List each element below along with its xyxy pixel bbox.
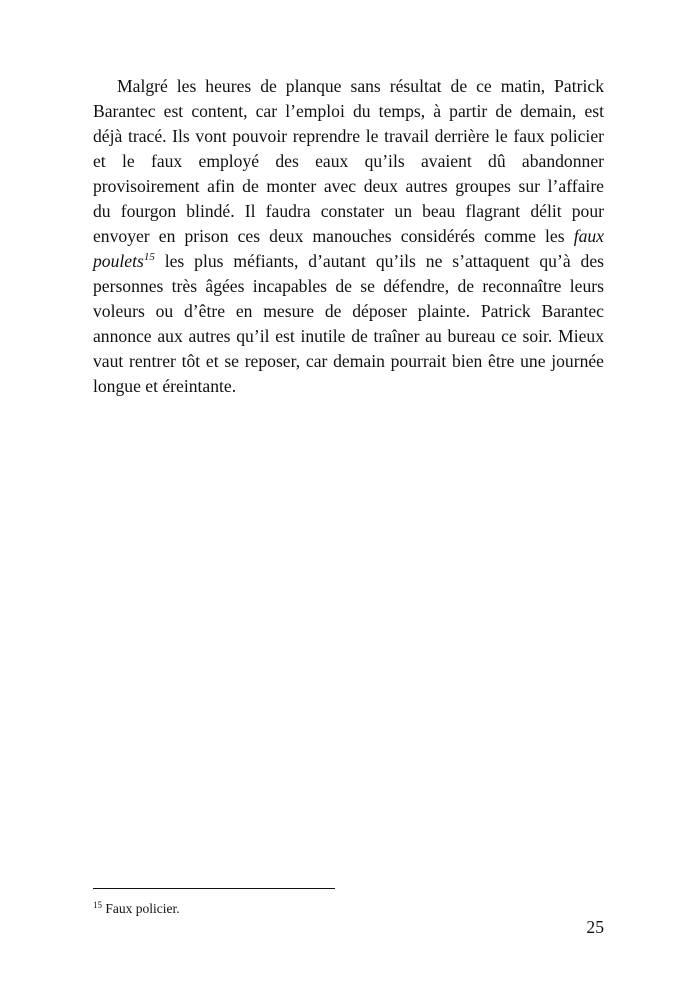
footnote [93,901,180,917]
italic-term: poulets [93,251,144,271]
text-segment: envoyer en prison ces deux manouches considérés comme les [93,226,565,246]
text-line: déjà tracé. Ils vont pouvoir reprendre le travail derrière le faux policier [93,126,604,146]
text-segment: les plus méfiants, d’autant qu’ils ne s’attaquent qu’à des [164,251,604,271]
text-line: personnes très âgées incapables de se défendre, de reconnaître leurs [93,276,604,296]
text-line: Malgré les heures de planque sans résultat de ce matin, Patrick [117,76,604,96]
text-line [93,249,604,274]
footnote-separator [93,888,335,889]
body-paragraph [93,74,604,399]
text-line: voleurs ou d’être en mesure de déposer plainte. Patrick Barantec [93,301,604,321]
text-line: provisoirement afin de monter avec deux autres groupes sur l’affaire [93,176,604,196]
text-line: et le faux employé des eaux qu’ils avaient dû abandonner [93,151,604,171]
text-line [93,224,604,249]
page-number: 25 [586,917,604,937]
footnote-text: Faux policier. [105,901,180,916]
text-line: longue et éreintante. [93,376,237,396]
text-line: vaut rentrer tôt et se reposer, car demain pourrait bien être une journée [93,351,604,371]
footnote-reference[interactable]: 15 [143,251,155,263]
italic-term: faux [573,226,604,246]
text-line: du fourgon blindé. Il faudra constater un beau flagrant délit pour [93,201,604,221]
footnote-number: 15 [93,900,102,910]
text-line: annonce aux autres qu’il est inutile de traîner au bureau ce soir. Mieux [93,326,604,346]
text-line: Barantec est content, car l’emploi du temps, à partir de demain, est [93,101,604,121]
